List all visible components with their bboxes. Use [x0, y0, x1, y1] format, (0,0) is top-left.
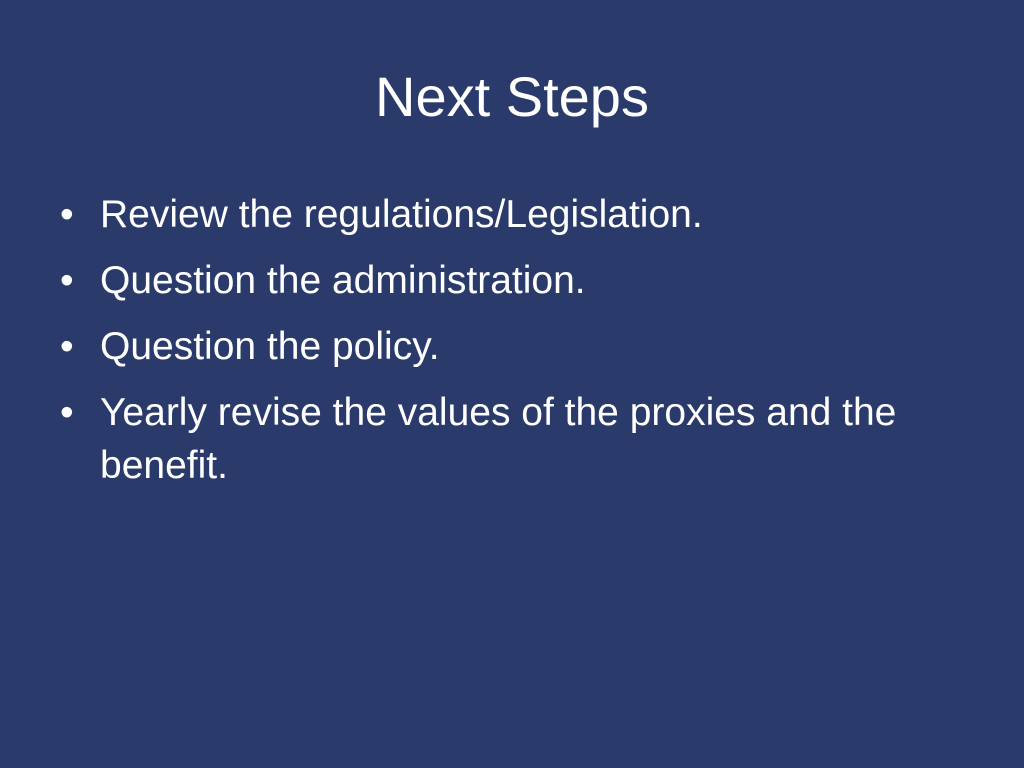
bullet-item-yearly-revise	[56, 386, 986, 492]
bullet-item-review-regulations	[56, 188, 986, 241]
bullet-text: Yearly revise the values of the proxies and the benefit.	[100, 391, 897, 487]
bullet-item-question-policy	[56, 320, 986, 373]
bullet-icon: •	[60, 193, 74, 236]
slide-title: Next Steps	[375, 65, 649, 128]
bullet-item-question-administration	[56, 254, 986, 307]
bullet-text: Review the regulations/Legislation.	[100, 193, 703, 236]
bullet-icon: •	[60, 259, 74, 302]
bullet-list	[56, 188, 986, 505]
bullet-icon: •	[60, 391, 74, 434]
bullet-text: Question the administration.	[100, 259, 586, 302]
bullet-icon: •	[60, 325, 74, 368]
bullet-text: Question the policy.	[100, 325, 440, 368]
